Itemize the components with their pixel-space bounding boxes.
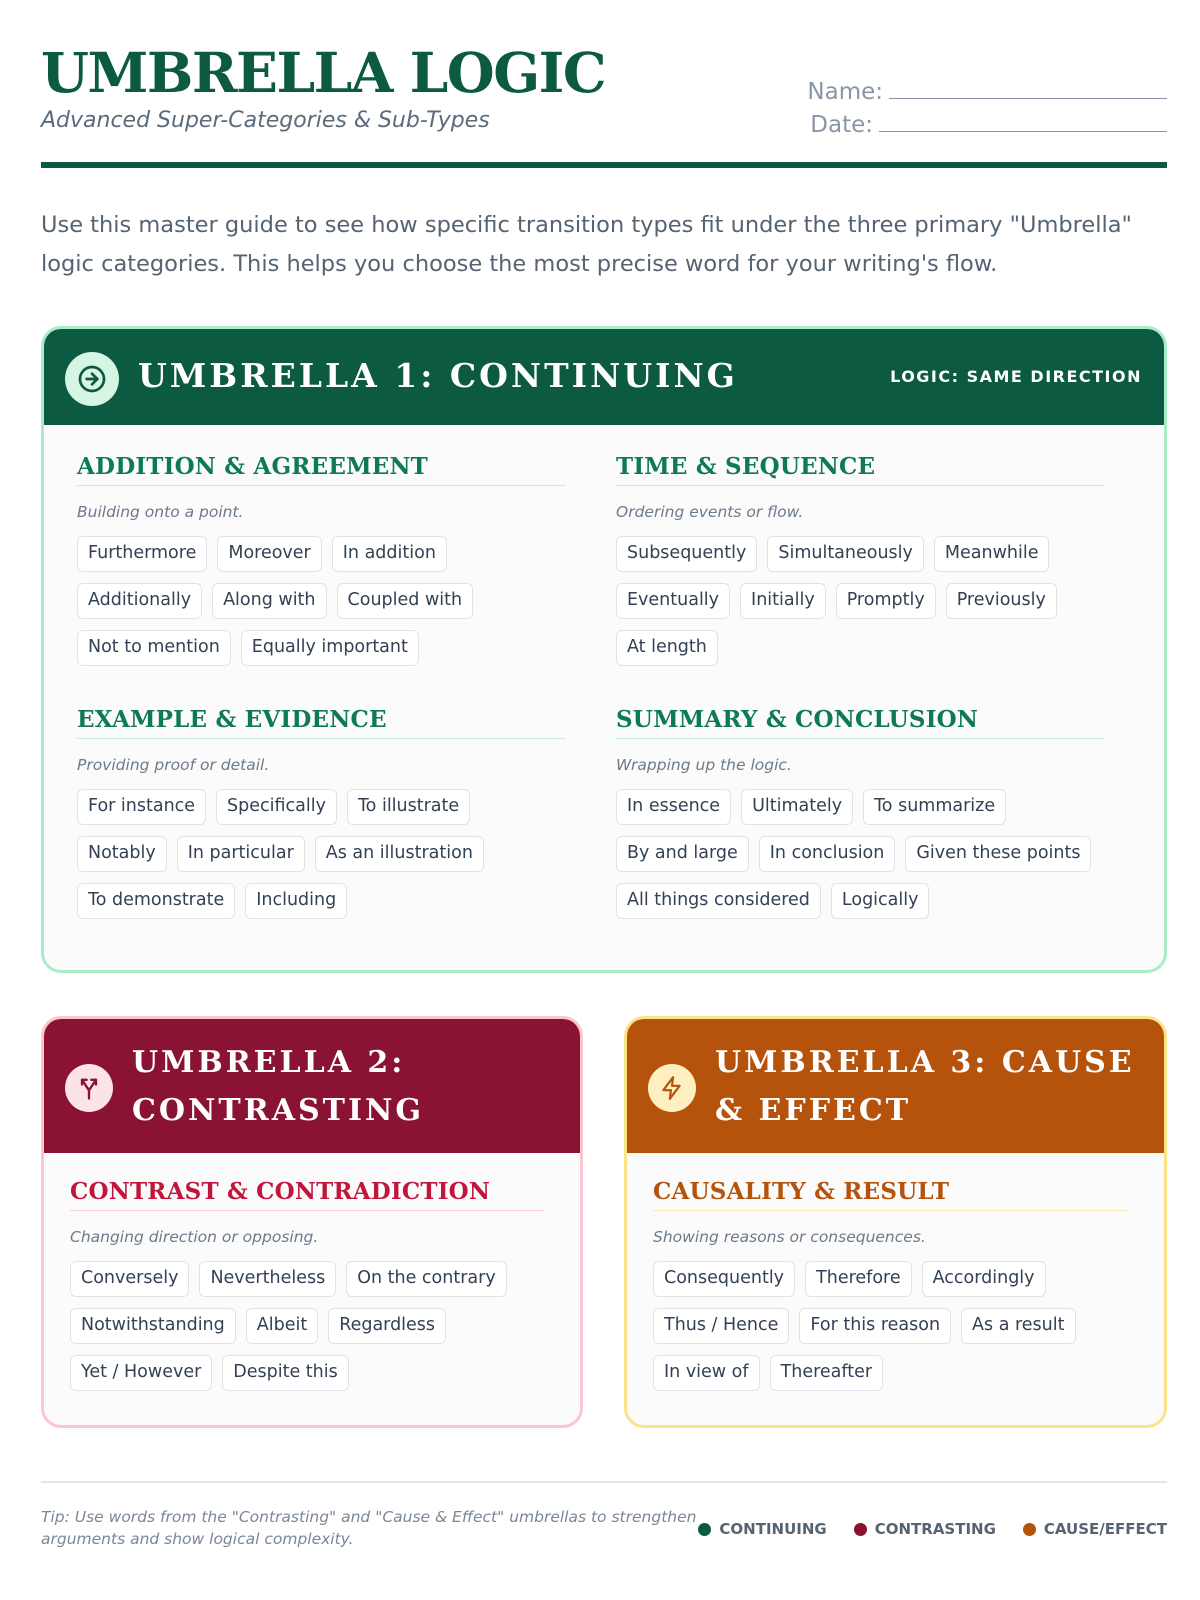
section-title: TIME & SEQUENCE <box>616 452 1105 486</box>
word-chip: Promptly <box>836 583 936 619</box>
umbrella-title: UMBRELLA 2: CONTRASTING <box>132 1045 425 1128</box>
umbrella-title: UMBRELLA 3: CAUSE & EFFECT <box>715 1045 1135 1128</box>
legend-item-contrasting <box>854 1520 996 1538</box>
legend-item-continuing <box>698 1520 826 1538</box>
umbrella-card-cause-effect <box>624 1016 1167 1428</box>
section-description: Building onto a point. <box>77 503 244 521</box>
section-description: Ordering events or flow. <box>616 503 804 521</box>
section-causality <box>653 1177 1127 1402</box>
legend-dot <box>854 1523 867 1536</box>
word-chip: Moreover <box>217 536 321 572</box>
date-label: Date: <box>810 112 873 138</box>
word-chip: Specifically <box>216 789 337 825</box>
word-chip: Eventually <box>616 583 730 619</box>
date-field[interactable] <box>810 110 1167 138</box>
word-chip: Furthermore <box>77 536 207 572</box>
word-chip: Thus / Hence <box>653 1308 789 1344</box>
word-chip: Including <box>245 883 347 919</box>
word-chip: Accordingly <box>922 1261 1046 1297</box>
word-chip: Nevertheless <box>199 1261 336 1297</box>
section-title: EXAMPLE & EVIDENCE <box>77 705 566 739</box>
word-chip: In conclusion <box>759 836 896 872</box>
word-chip: As an illustration <box>315 836 484 872</box>
section-title: ADDITION & AGREEMENT <box>77 452 566 486</box>
section-description: Showing reasons or consequences. <box>653 1228 926 1246</box>
word-chip: To summarize <box>863 789 1006 825</box>
word-chip: Therefore <box>805 1261 912 1297</box>
word-chip: In essence <box>616 789 731 825</box>
word-chip: Yet / However <box>70 1355 212 1391</box>
page-title: UMBRELLA LOGIC <box>41 40 606 105</box>
section-summary <box>616 705 1105 930</box>
section-description: Providing proof or detail. <box>77 756 270 774</box>
umbrella-logic-label: LOGIC: SAME DIRECTION <box>890 367 1142 386</box>
section-description: Wrapping up the logic. <box>616 756 792 774</box>
word-list <box>77 789 566 930</box>
legend-dot <box>1023 1523 1036 1536</box>
name-field[interactable] <box>807 77 1167 105</box>
word-chip: Ultimately <box>741 789 853 825</box>
header-divider <box>41 162 1167 168</box>
word-chip: In addition <box>332 536 447 572</box>
worksheet-header <box>41 40 1167 168</box>
word-list <box>653 1261 1127 1402</box>
umbrella-card-contrasting <box>41 1016 583 1428</box>
legend-label: CONTRASTING <box>874 1520 996 1538</box>
legend-item-cause-effect <box>1023 1520 1167 1538</box>
split-arrows-icon <box>65 1064 113 1112</box>
page-subtitle: Advanced Super-Categories & Sub-Types <box>41 108 490 133</box>
word-chip: Conversely <box>70 1261 189 1297</box>
word-chip: Despite this <box>222 1355 348 1391</box>
section-title: CAUSALITY & RESULT <box>653 1177 1127 1211</box>
word-chip: All things considered <box>616 883 821 919</box>
word-chip: Thereafter <box>770 1355 884 1391</box>
word-list <box>616 536 1105 677</box>
word-chip: Notwithstanding <box>70 1308 236 1344</box>
date-blank-line[interactable] <box>879 110 1167 132</box>
word-chip: Coupled with <box>337 583 474 619</box>
word-chip: Initially <box>740 583 826 619</box>
arrow-right-circle-icon <box>65 352 119 406</box>
section-example <box>77 705 566 930</box>
section-addition <box>77 452 566 677</box>
word-chip: Given these points <box>905 836 1091 872</box>
word-chip: Subsequently <box>616 536 757 572</box>
word-chip: Meanwhile <box>934 536 1050 572</box>
word-chip: Along with <box>212 583 326 619</box>
word-chip: To illustrate <box>347 789 470 825</box>
word-chip: Equally important <box>241 630 419 666</box>
word-chip: Simultaneously <box>767 536 924 572</box>
section-title: SUMMARY & CONCLUSION <box>616 705 1105 739</box>
umbrella-header <box>44 329 1164 425</box>
intro-text: Use this master guide to see how specific transition types fit under the three primary "Umbrella" logic categories. This helps you choose the most precise word for your writing's flow. <box>41 212 1132 277</box>
word-chip: On the contrary <box>346 1261 506 1297</box>
umbrella-title: UMBRELLA 1: CONTINUING <box>138 356 738 395</box>
word-chip: As a result <box>961 1308 1075 1344</box>
word-chip: By and large <box>616 836 749 872</box>
legend-label: CAUSE/EFFECT <box>1043 1520 1167 1538</box>
legend-label: CONTINUING <box>719 1520 827 1538</box>
section-contrast <box>70 1177 544 1402</box>
section-time <box>616 452 1105 677</box>
word-chip: At length <box>616 630 718 666</box>
word-chip: Not to mention <box>77 630 231 666</box>
word-list <box>77 536 566 677</box>
word-chip: For instance <box>77 789 206 825</box>
section-title: CONTRAST & CONTRADICTION <box>70 1177 544 1211</box>
word-chip: Additionally <box>77 583 202 619</box>
word-chip: Regardless <box>328 1308 446 1344</box>
word-chip: In particular <box>177 836 305 872</box>
word-chip: Albeit <box>246 1308 318 1344</box>
name-blank-line[interactable] <box>889 77 1167 99</box>
word-chip: To demonstrate <box>77 883 235 919</box>
word-list <box>616 789 1105 930</box>
umbrella-card-continuing <box>41 326 1167 973</box>
word-chip: In view of <box>653 1355 760 1391</box>
section-description: Changing direction or opposing. <box>70 1228 319 1246</box>
color-legend <box>671 1520 1167 1538</box>
lightning-icon <box>648 1064 696 1112</box>
word-chip: Notably <box>77 836 167 872</box>
name-label: Name: <box>807 79 883 105</box>
word-chip: For this reason <box>799 1308 951 1344</box>
word-chip: Consequently <box>653 1261 795 1297</box>
word-chip: Logically <box>831 883 930 919</box>
footer-tip: Tip: Use words from the "Contrasting" and "Cause & Effect" umbrellas to strengthen arguments and show logical complexity. <box>41 1508 697 1548</box>
footer-divider <box>41 1481 1167 1483</box>
umbrella-header <box>44 1019 580 1153</box>
word-list <box>70 1261 544 1402</box>
umbrella-header <box>627 1019 1164 1153</box>
word-chip: Previously <box>946 583 1057 619</box>
legend-dot <box>698 1523 711 1536</box>
